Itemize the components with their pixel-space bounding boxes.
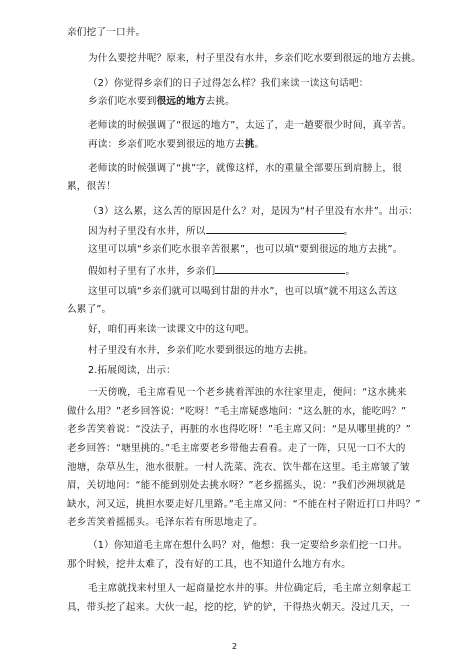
text-line: 老师读的时候强调了“挑”字，就像这样，水的重量全部要压到肩膀上，很 [88,163,402,174]
sentence-text: 再读：乡亲们吃水要到很远的地方去 [88,139,245,150]
text-line [88,139,264,151]
text-line: 毛主席就找来村里人一起商量挖水井的事。井位确定后，毛主席立刻拿起工 [88,583,412,594]
text-line: 这里可以填“乡亲们就可以喝到甘甜的井水”，也可以填“就不用这么苦这 [88,286,398,297]
text-line: （3）这么累，这么苦的原因是什么？对，是因为“村子里没有水井”。出示： [88,206,419,217]
sentence-text: 假如村子里有了水井，乡亲们 [88,266,216,277]
sentence-text: 。 [254,139,265,150]
text-line: 为什么要挖井呢？原来，村子里没有水井，乡亲们吃水要到很远的地方去挑。 [88,53,421,64]
emphasized-word: 挑 [244,139,255,150]
text-line: 好，咱们再来读一读课文中的这句吧。 [88,324,255,335]
sentence-text: 因为村子里没有水井，所以 [88,226,206,237]
section-heading: 2.拓展阅读，出示： [88,365,176,376]
text-line [88,264,355,278]
text-line: 眉，关切地问：“能不能到别处去挑水呀？”老乡摇摇头，说：“我们沙洲坝就是 [67,480,406,491]
sentence-text: 。 [343,226,354,237]
text-line: 这里可以填“乡亲们吃水很辛苦很累”，也可以填“要到很远的地方去挑”。 [88,244,403,255]
text-line: 那个时候，挖井太难了，没有好的工具，也不知道什么地方有水。 [67,559,352,570]
text-line: 么累了”。 [67,304,112,315]
text-line: （1）你知道毛主席在想什么吗？对，他想：我一定要给乡亲们挖一口井。 [88,540,408,551]
fill-in-blank [206,224,344,234]
text-line: 老师读的时候强调了“很远的地方”，太远了，走一趟要很少时间，真辛苦。 [88,120,412,131]
text-line: 村子里没有水井，乡亲们吃水要到很远的地方去挑。 [88,345,314,356]
text-line: 老乡回答：“塘里挑的。”毛主席要老乡带他去看看。走了一阵，只见一口不大的 [67,443,406,454]
text-line: 亲们挖了一口井。 [67,27,146,38]
text-line: （2）你觉得乡亲们的日子过得怎么样？我们来读一读这句话吧： [88,78,369,89]
sentence-text: 。 [345,266,356,277]
text-line: 池塘，杂草丛生，池水很脏。一村人洗菜、洗衣、饮牛都在这里。毛主席皱了皱 [67,462,410,473]
text-line [88,96,235,108]
page-number: 2 [232,642,238,651]
fill-in-blank [215,264,345,274]
emphasized-phrase: 很远的地方 [156,96,206,107]
text-line: 具，带头挖了起来。大伙一起，挖的挖，铲的铲，干得热火朝天。没过几天，一 [67,602,410,613]
text-line: 一天傍晚，毛主席看见一个老乡挑着浑浊的水往家里走，便问：“这水挑来 [88,387,407,398]
text-line: 做什么用？”老乡回答说：“吃呀！”毛主席疑惑地问：“这么脏的水，能吃吗？” [67,406,407,417]
text-line: 老乡苦笑着摇摇头。毛泽东若有所思地走了。 [67,517,263,528]
sentence-text: 去挑。 [205,96,235,107]
text-line: 缺水，河又远，挑担水要走好几里路。”毛主席又问：“不能在村子附近打口井吗？” [67,499,421,510]
text-line [88,224,353,238]
text-line: 累，很苦！ [67,181,116,192]
text-line: 老乡苦笑着说：“没法子，再脏的水也得吃呀！”毛主席又问：“是从哪里挑的？” [67,424,411,435]
sentence-text: 乡亲们吃水要到 [88,96,157,107]
